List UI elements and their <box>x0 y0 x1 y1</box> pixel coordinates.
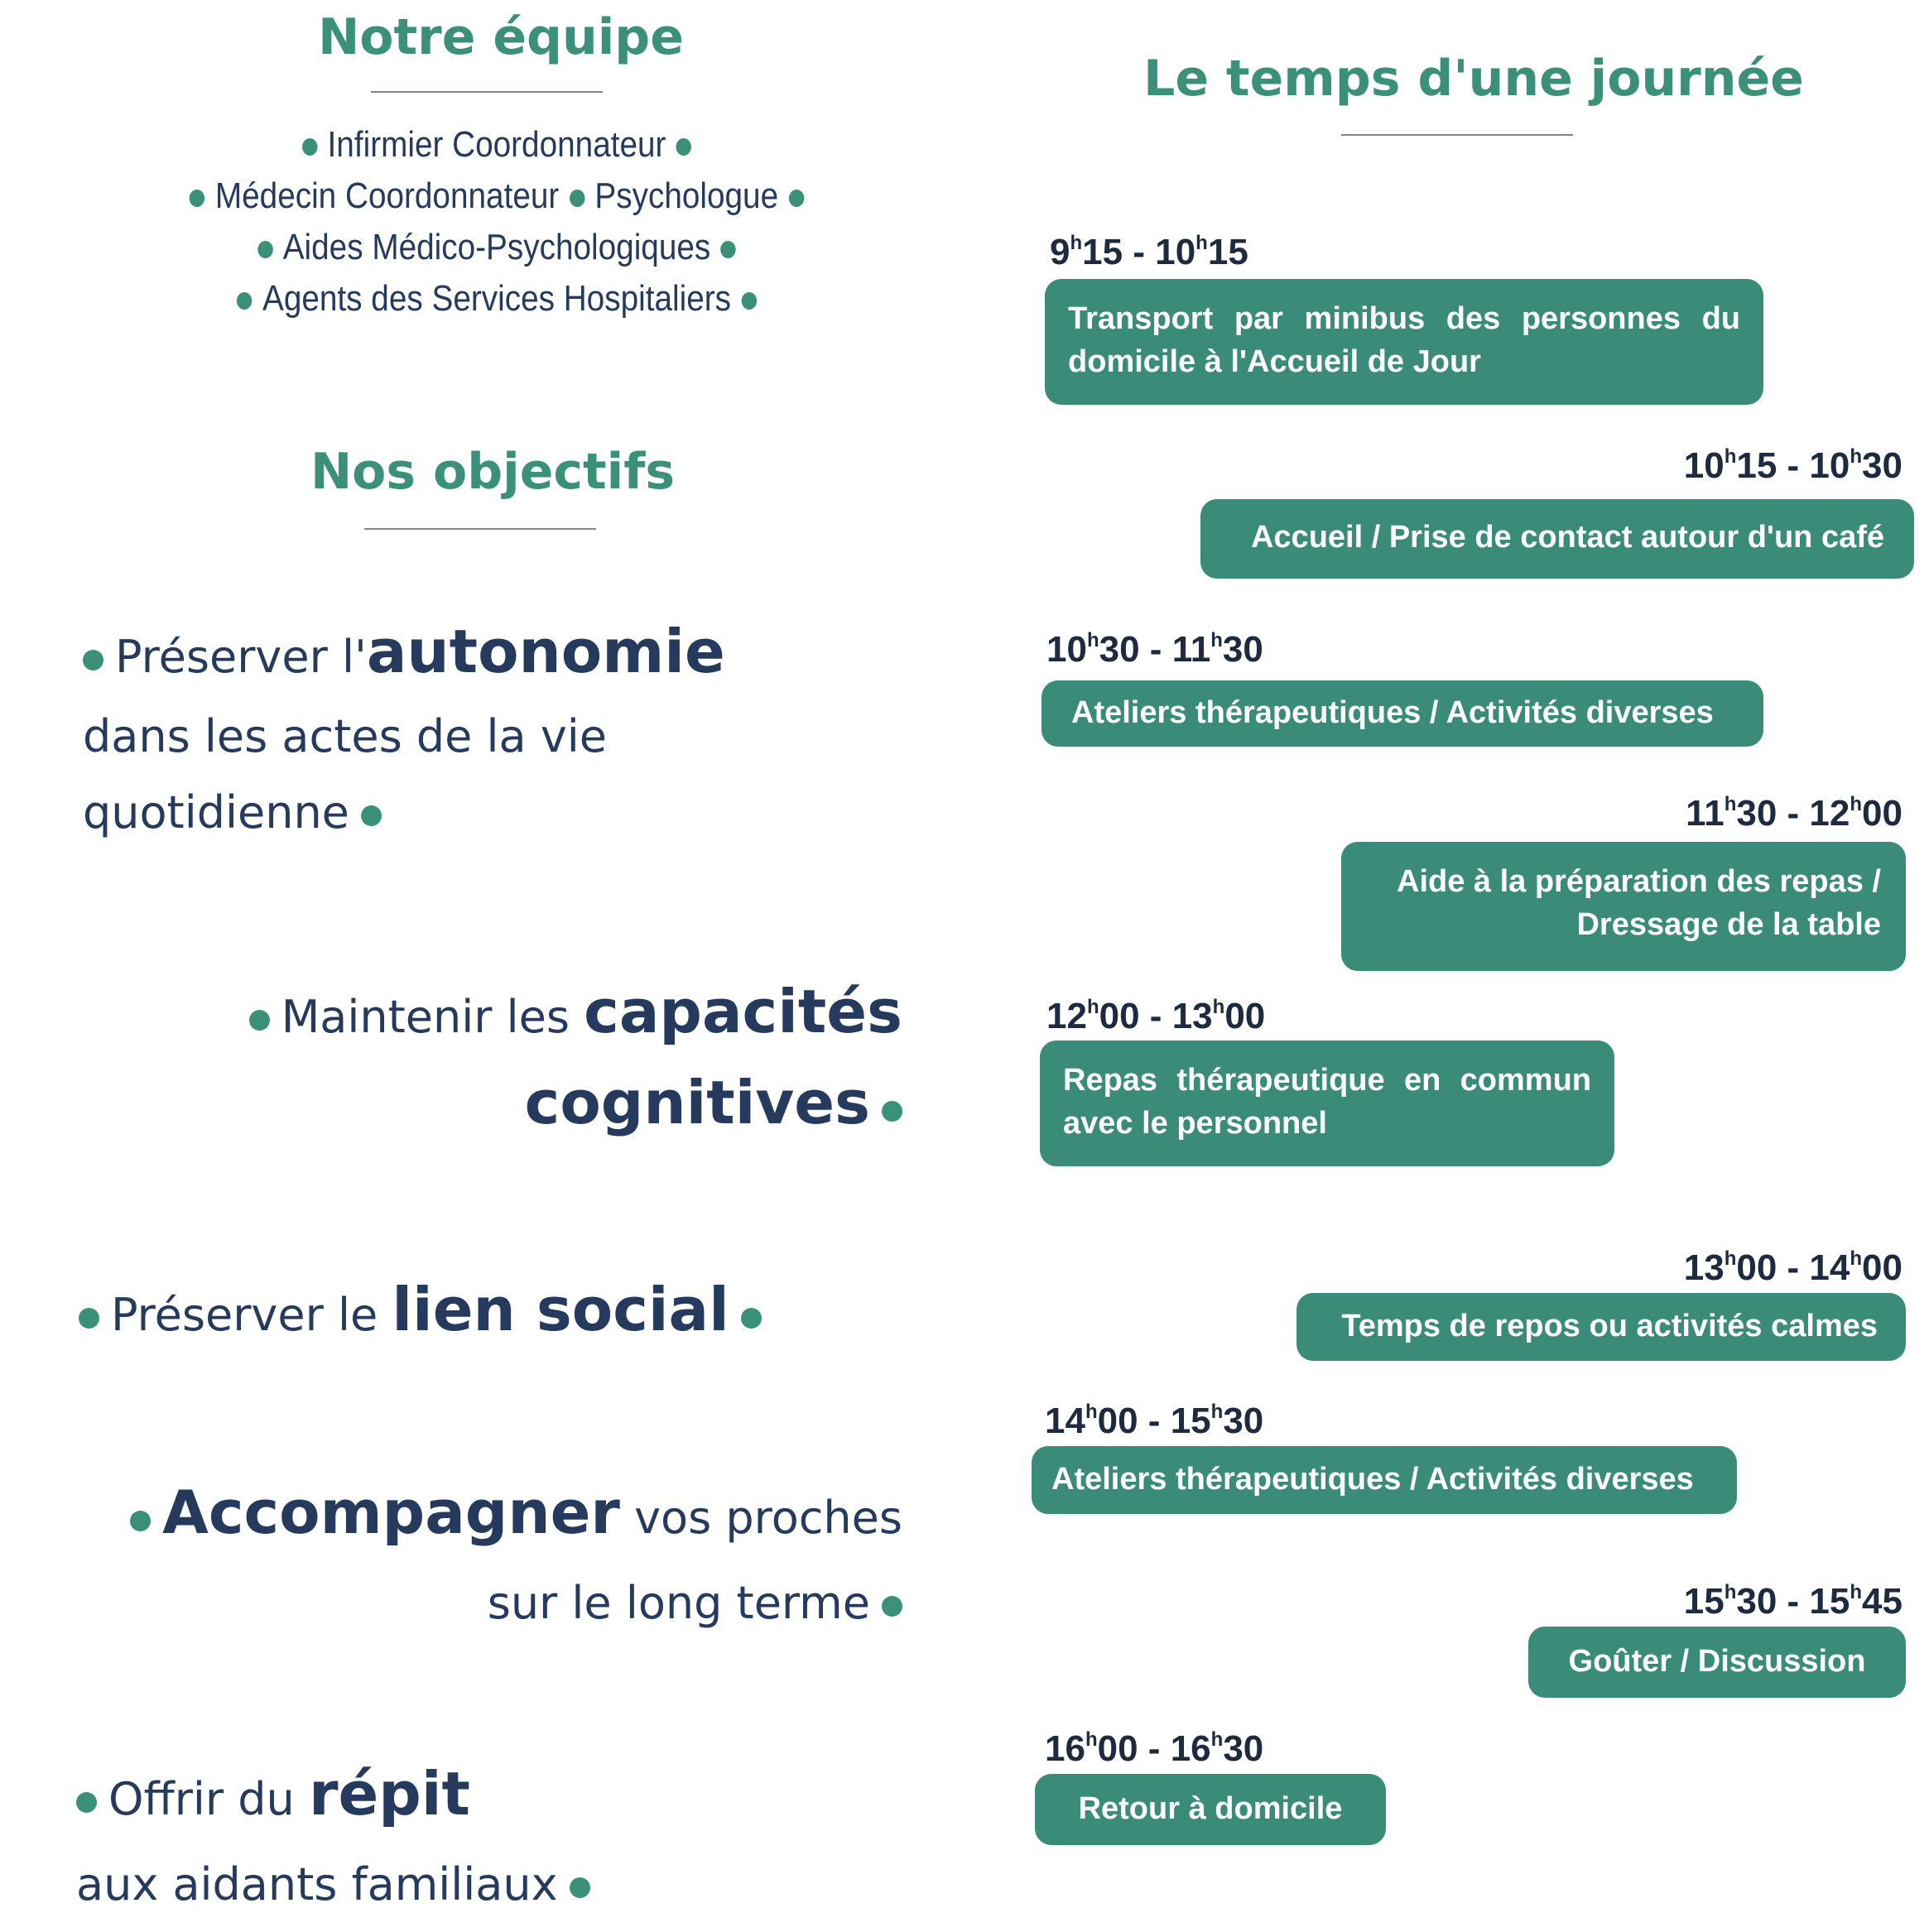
objective-accompagner <box>118 1478 902 1547</box>
slot-time: 10$^h$15 - 10$^h$30 <box>1683 445 1903 486</box>
team-title-underline <box>371 91 603 93</box>
objective-autonomie-line2: dans les actes de la vie <box>83 710 607 762</box>
team-member: Agents des Services Hospitaliers <box>262 278 732 319</box>
objective-keyword: capacités <box>584 977 902 1046</box>
bullet-icon <box>83 650 103 670</box>
bullet-icon <box>79 1308 99 1329</box>
bullet-icon <box>882 1101 902 1122</box>
slot-time: 10$^h$30 - 11$^h$30 <box>1046 629 1263 670</box>
objective-text: quotidienne <box>83 786 349 839</box>
slot-activity-box: Accueil / Prise de contact autour d'un café <box>1200 499 1914 579</box>
slot-time: 12$^h$00 - 13$^h$00 <box>1046 996 1266 1036</box>
objective-text: Offrir du <box>108 1773 309 1825</box>
objective-keyword: autonomie <box>366 617 725 686</box>
objective-autonomie <box>83 617 725 686</box>
slot-activity-box: Transport par minibus des personnes du domicile à l'Accueil de Jour <box>1045 279 1763 405</box>
objective-keyword: répit <box>308 1759 470 1829</box>
bullet-icon <box>361 805 382 826</box>
objective-lien-social <box>79 1275 773 1344</box>
objective-repit <box>76 1759 470 1829</box>
team-member: Infirmier Coordonnateur <box>327 124 666 165</box>
objectives-title-underline <box>364 528 596 530</box>
slot-time: 9$^h$15 - 10$^h$15 <box>1050 232 1248 272</box>
bullet-icon <box>302 138 317 156</box>
objective-text: vos proches <box>619 1492 902 1544</box>
bullet-icon <box>882 1596 902 1617</box>
bullet-icon <box>570 1877 590 1898</box>
team-member: Médecin Coordonnateur <box>214 175 560 216</box>
bullet-icon <box>788 190 803 207</box>
bullet-icon <box>249 1010 270 1031</box>
team-title: Notre équipe <box>318 8 684 66</box>
team-member: Aides Médico-Psychologiques <box>282 227 711 267</box>
bullet-icon <box>676 138 691 156</box>
slot-activity-box: Goûter / Discussion <box>1528 1627 1906 1698</box>
schedule-title: Le temps d'une journée <box>1143 50 1804 108</box>
objective-accompagner-line2 <box>488 1577 902 1629</box>
bullet-icon <box>237 292 252 310</box>
objective-keyword: cognitives <box>524 1068 870 1137</box>
team-line-3 <box>60 227 934 268</box>
objective-text: Préserver l' <box>115 631 367 683</box>
slot-activity-box: Retour à domicile <box>1035 1774 1386 1845</box>
bullet-icon <box>190 190 204 207</box>
bullet-icon <box>257 241 272 258</box>
schedule-title-underline <box>1341 134 1573 136</box>
objective-repit-line2 <box>76 1858 602 1910</box>
bullet-icon <box>130 1511 151 1531</box>
team-line-1 <box>60 124 934 166</box>
objective-text: Maintenir les <box>281 991 584 1043</box>
slot-time: 13$^h$00 - 14$^h$00 <box>1683 1247 1903 1288</box>
objective-keyword: lien social <box>392 1275 729 1344</box>
objective-text: sur le long terme <box>487 1577 870 1629</box>
slot-time: 14$^h$00 - 15$^h$30 <box>1045 1401 1264 1441</box>
team-member: Psychologue <box>594 175 779 216</box>
bullet-icon <box>721 241 736 258</box>
slot-time: 11$^h$30 - 12$^h$00 <box>1686 793 1903 834</box>
slot-activity-box: Temps de repos ou activités calmes <box>1296 1293 1906 1361</box>
objective-capacites <box>238 977 902 1046</box>
bullet-icon <box>570 190 584 207</box>
slot-activity-box: Ateliers thérapeutiques / Activités diverses <box>1041 680 1763 747</box>
slot-time: 16$^h$00 - 16$^h$30 <box>1045 1728 1264 1769</box>
bullet-icon <box>76 1792 97 1813</box>
objective-text: aux aidants familiaux <box>76 1858 558 1910</box>
slot-activity-box: Repas thérapeutique en commun avec le personnel <box>1040 1040 1614 1166</box>
objectives-title: Nos objectifs <box>310 443 676 501</box>
team-line-2 <box>60 175 934 217</box>
team-line-4 <box>60 278 934 320</box>
slot-activity-box: Aide à la préparation des repas / Dressage de la table <box>1341 842 1906 971</box>
slot-time: 15$^h$30 - 15$^h$45 <box>1683 1581 1903 1622</box>
bullet-icon <box>741 1308 762 1329</box>
objective-autonomie-line3 <box>83 786 393 839</box>
objective-text: Préserver le <box>111 1289 392 1341</box>
objective-keyword: Accompagner <box>162 1478 620 1547</box>
bullet-icon <box>741 292 756 310</box>
slot-activity-box: Ateliers thérapeutiques / Activités diverses <box>1032 1446 1737 1514</box>
objective-capacites-line2 <box>525 1068 902 1137</box>
